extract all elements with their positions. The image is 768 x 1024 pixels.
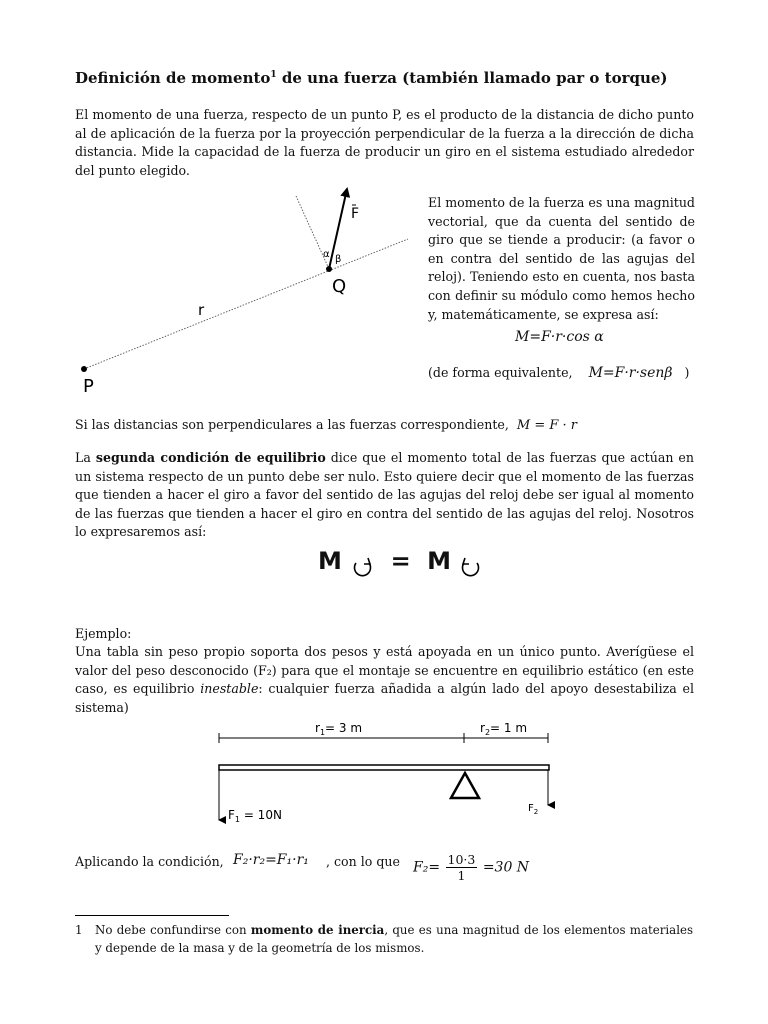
example-heading: Ejemplo: — [75, 626, 132, 641]
force-label: F — [351, 206, 360, 222]
distance-line — [84, 239, 408, 369]
example-italic: inestable — [200, 681, 259, 697]
footnote-text — [95, 921, 693, 957]
point-p — [81, 366, 87, 372]
intro-paragraph: El momento de una fuerza, respecto de un punto P, es el producto de la distancia de dicho punto al de aplicación de la fuerza por la proyección perpendicular de la fuerza a la dirección de dicha distancia. Mide la capacidad de la fuerza de producir un giro en el sistema estudiado alrededor del punto elegido. — [75, 107, 694, 178]
equiv-prefix: (de forma equivalente, — [428, 365, 573, 380]
footnote-number: 1 — [75, 923, 83, 937]
equals-sign: = — [390, 547, 411, 575]
apply-condition-formula: F₂·r₂=F₁·r₁ — [233, 852, 309, 868]
perp-formula: M = F · r — [516, 418, 578, 433]
page-title — [75, 69, 668, 87]
second-cond-post: dice que el momento total de las fuerzas que actúan en un sistema respecto de un punto debe ser nulo. Esto quiere decir que el momento de las fuerzas que tienden a hacer el giro a favor del sentido de las agujas del reloj debe ser igual al momento de las fuerzas que tienden a hacer el giro en contra del sentido de las agujas del reloj. Nosotros lo expresaremos así: — [75, 450, 695, 540]
footnote-term: momento de inercia — [250, 923, 385, 937]
beta-label: β — [335, 254, 342, 265]
balance-diagram — [210, 715, 560, 840]
fulcrum — [451, 773, 479, 798]
apply-line — [75, 853, 224, 872]
example-paragraph — [75, 643, 694, 717]
p-label: P — [83, 376, 94, 397]
footnote-ref: 1 — [270, 70, 277, 80]
r2-label: $r_2= 1$ m — [480, 721, 528, 737]
footnote-pre: No debe confundirse con — [95, 923, 251, 937]
equiv-suffix: ) — [684, 365, 690, 380]
fraction-numerator: 10·3 — [447, 852, 476, 867]
moment-formula-sin: M=F·r·senβ — [588, 365, 673, 381]
second-condition-paragraph — [75, 449, 694, 542]
equilibrium-equation — [318, 547, 483, 579]
perp-text: Si las distancias son perpendiculares a las fuerzas correspondiente, — [75, 417, 509, 432]
second-cond-pre: La — [75, 450, 96, 465]
moment-formula: M=F·r·cos α — [515, 329, 604, 345]
alpha-label: α — [323, 249, 330, 260]
fraction-denominator: 1 — [457, 868, 466, 883]
title-text: Definición de momento — [75, 69, 271, 87]
example-post: : cualquier fuerza añadida a algún lado del apoyo desestabiliza el sistema) — [75, 681, 694, 715]
m-counterclockwise: M — [427, 547, 451, 575]
equivalent-form — [428, 364, 689, 383]
point-q — [326, 266, 332, 272]
m-clockwise: M — [318, 547, 342, 575]
title-rest: de una fuerza (también llamado par o torque) — [276, 69, 668, 87]
footnote-rule — [75, 915, 229, 916]
moment-diagram — [70, 180, 420, 405]
board — [219, 765, 549, 770]
apply-mid-text: , con lo que — [326, 854, 400, 869]
result-lhs: F₂= — [413, 859, 441, 876]
example-pre: Una tabla sin peso propio soporta dos pesos y está apoyada en un único punto. Averígüese el valor del peso desconocido (F₂) para que el montaje se encuentre en equilibrio estático (en este caso, es equilibrio — [75, 644, 694, 697]
apply-text: Aplicando la condición, — [75, 854, 224, 869]
perpendicular-sentence — [75, 416, 577, 436]
footnote-post: , que es una magnitud de los elementos materiales y depende de la masa y de la geometría de los mismos. — [95, 923, 693, 955]
second-cond-term: segunda condición de equilibrio — [95, 450, 326, 465]
counterclockwise-arrow-icon — [459, 557, 483, 579]
q-label: Q — [332, 276, 347, 297]
f1-label: $F_1 = 10N$ — [228, 808, 282, 824]
result-rhs: =30 N — [482, 859, 530, 876]
r-label: r — [198, 301, 205, 319]
f2-label: $F_2$ — [528, 803, 539, 816]
side-paragraph: El momento de la fuerza es una magnitud vectorial, que da cuenta del sentido de giro que se tiende a producir: (a favor o en contra del sentido de las agujas del reloj). Teniendo esto en cuenta, nos basta con definir su módulo como hemos hecho y, matemáticamente, se expresa así: — [428, 195, 695, 322]
fraction — [446, 852, 478, 883]
result-formula — [413, 852, 529, 883]
r1-label: $r_1= 3$ m — [315, 721, 363, 737]
clockwise-arrow-icon — [350, 557, 374, 579]
